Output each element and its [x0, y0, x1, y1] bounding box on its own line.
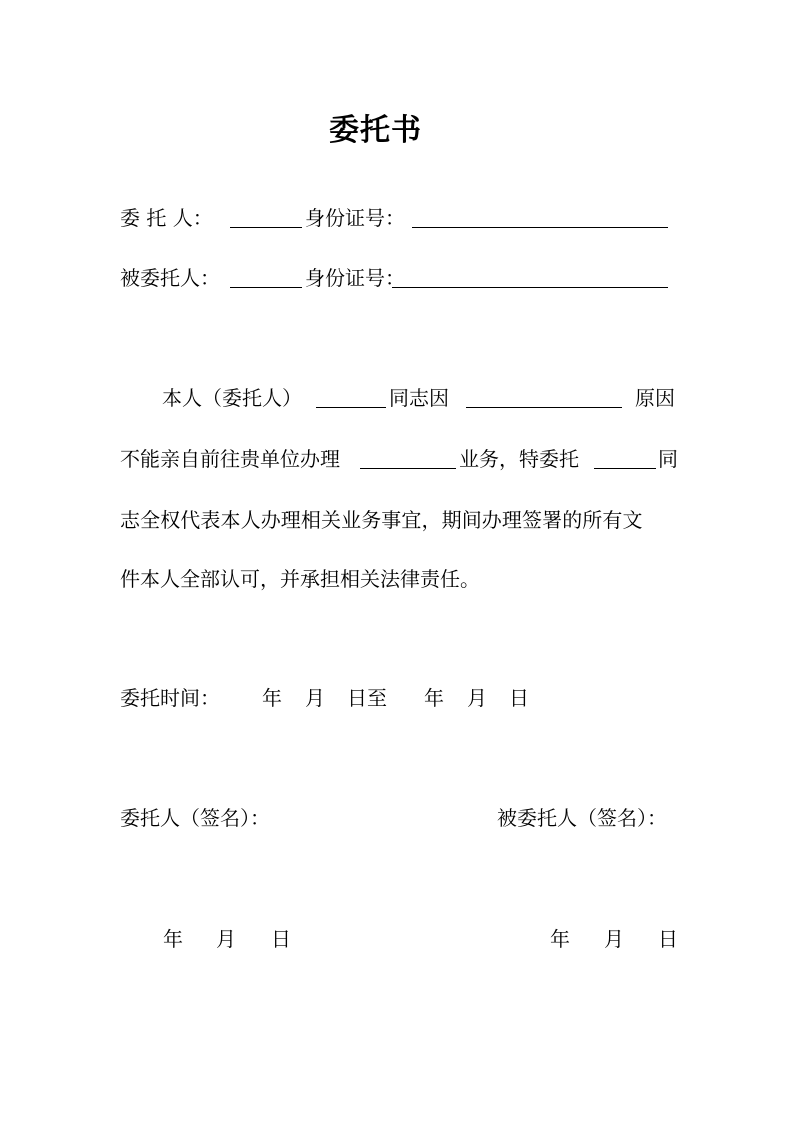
para-l3: 志全权代表本人办理相关业务事宜，期间办理签署的所有文 [120, 508, 643, 532]
period-year-2: 年 [424, 686, 444, 710]
period-day-2: 日 [509, 686, 529, 710]
principal-id-field[interactable] [412, 227, 668, 228]
left-date-year: 年 [163, 927, 183, 951]
principal-name-field[interactable] [230, 227, 302, 228]
para-l1-c: 原因 [635, 386, 675, 410]
agent-name-field[interactable] [230, 287, 302, 288]
period-day-to: 日至 [347, 686, 387, 710]
agent-label: 被委托人： [120, 266, 220, 290]
period-month-1: 月 [305, 686, 325, 710]
agent-signature-label: 被委托人（签名）： [497, 806, 667, 830]
id-number-label-1: 身份证号： [305, 206, 405, 230]
principal-name-blank[interactable] [316, 407, 386, 408]
principal-label: 委 托 人： [120, 206, 213, 230]
para-l2-a: 不能亲自前往贵单位办理 [120, 447, 340, 471]
right-date-month: 月 [604, 927, 624, 951]
para-l2-c: 同 [658, 447, 678, 471]
agent-id-field[interactable] [392, 287, 668, 288]
period-year-1: 年 [262, 686, 282, 710]
agent-name-blank[interactable] [594, 468, 656, 469]
reason-blank[interactable] [466, 407, 622, 408]
right-date-day: 日 [658, 927, 678, 951]
period-month-2: 月 [467, 686, 487, 710]
right-date-year: 年 [550, 927, 570, 951]
para-l2-b: 业务，特委托 [459, 447, 579, 471]
para-l4: 件本人全部认可，并承担相关法律责任。 [120, 567, 480, 591]
document-title: 委托书 [329, 113, 422, 148]
business-blank[interactable] [360, 468, 456, 469]
left-date-day: 日 [271, 927, 291, 951]
id-number-label-2: 身份证号： [305, 266, 405, 290]
period-label: 委托时间： [120, 686, 220, 710]
para-l1-a: 本人（委托人） [162, 386, 302, 410]
para-l1-b: 同志因 [389, 386, 449, 410]
principal-signature-label: 委托人（签名）： [120, 806, 270, 830]
left-date-month: 月 [216, 927, 236, 951]
